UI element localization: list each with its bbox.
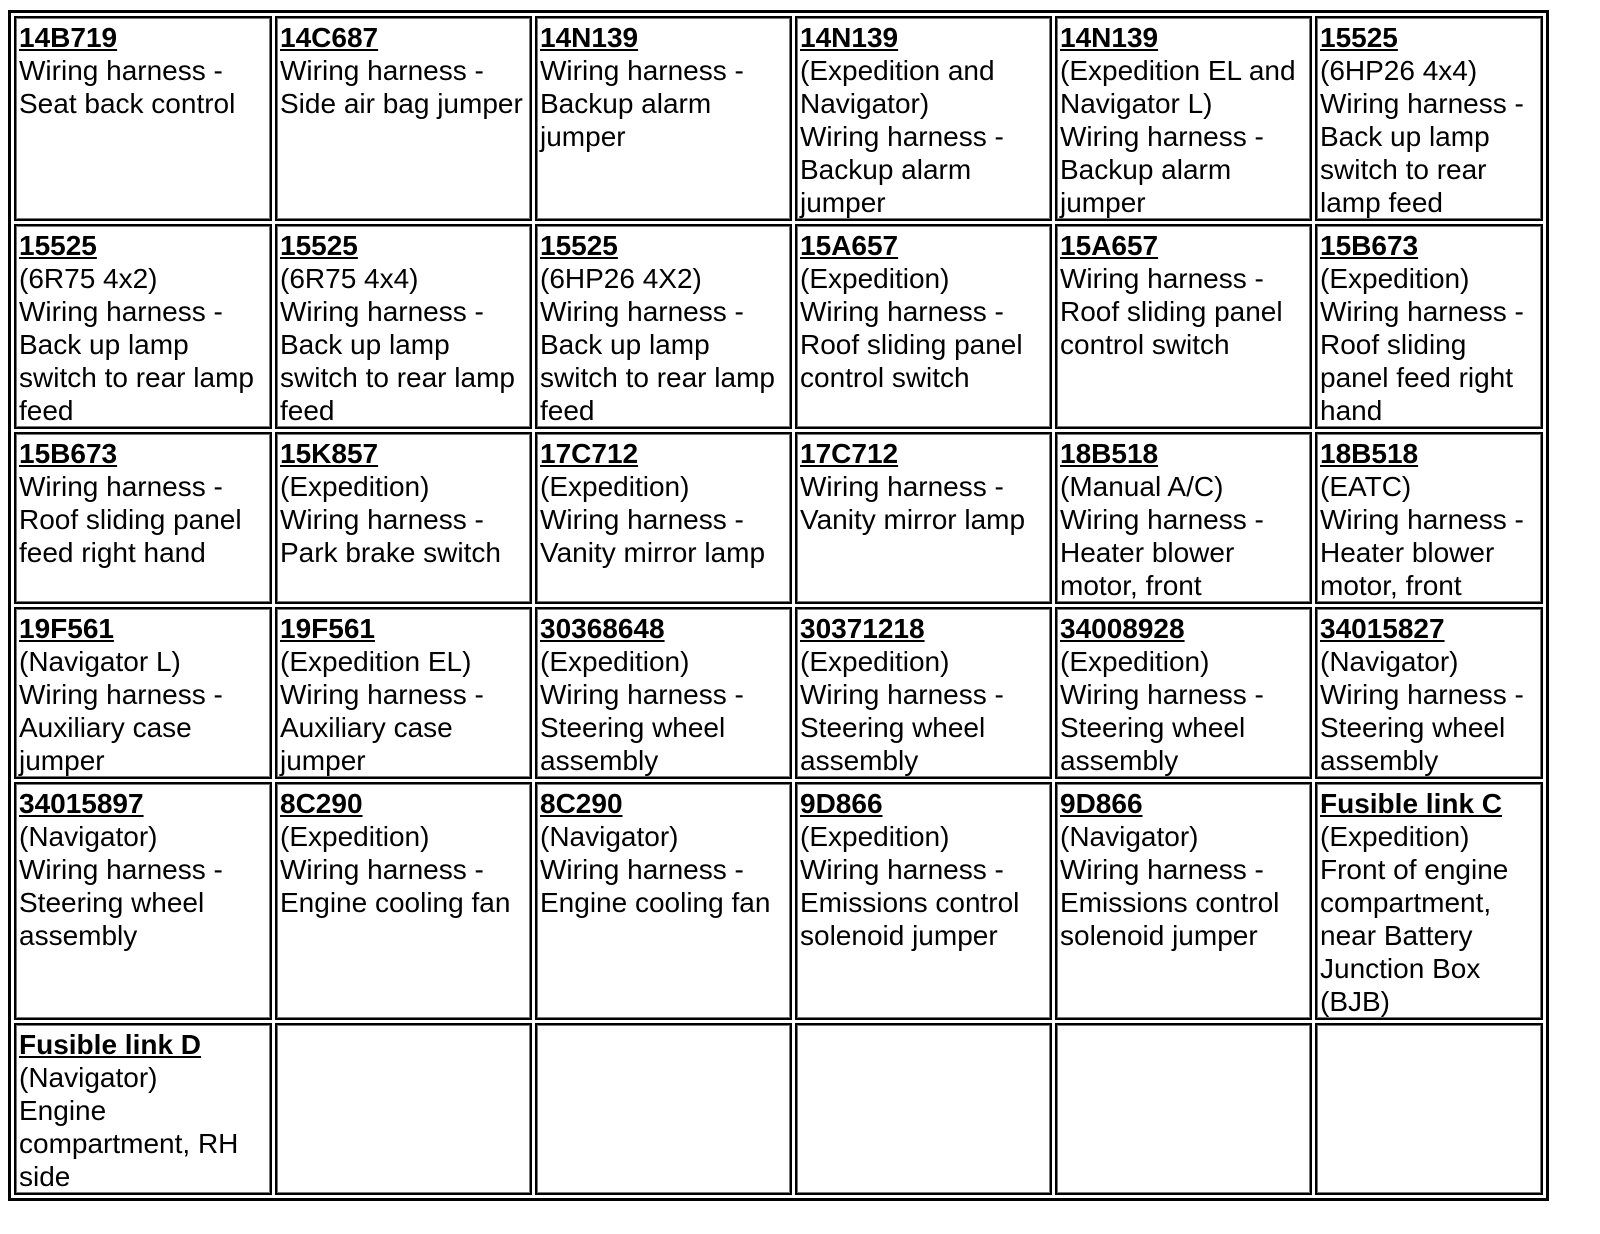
- connector-cell: [535, 224, 792, 429]
- empty-cell: [795, 1023, 1052, 1195]
- connector-description-line: Navigator L): [1060, 88, 1213, 119]
- table-row: [14, 16, 1543, 221]
- connector-description-line: Engine cooling fan: [540, 887, 771, 918]
- connector-code: 15525: [280, 230, 358, 261]
- connector-description-line: (6R75 4x2): [19, 263, 158, 294]
- connector-description-line: Wiring harness -: [280, 504, 484, 535]
- connector-description-line: Wiring harness -: [280, 55, 484, 86]
- connector-description-line: compartment, RH: [19, 1128, 239, 1159]
- empty-cell: [275, 1023, 532, 1195]
- connector-description-line: (Navigator): [19, 1062, 158, 1093]
- connector-code: 30371218: [800, 613, 925, 644]
- connector-description-line: switch to rear lamp: [19, 362, 254, 393]
- connector-description-line: assembly: [540, 745, 659, 776]
- connector-description-line: assembly: [1060, 745, 1179, 776]
- connector-table: [8, 10, 1549, 1201]
- connector-description-line: Park brake switch: [280, 537, 501, 568]
- connector-description-line: (Navigator L): [19, 646, 181, 677]
- connector-description-line: (Expedition EL): [280, 646, 472, 677]
- connector-description-line: (Expedition and: [800, 55, 995, 86]
- connector-cell: [1055, 782, 1312, 1020]
- connector-code: 15B673: [19, 438, 118, 469]
- connector-description-line: Roof sliding panel: [1060, 296, 1283, 327]
- connector-description-line: Heater blower: [1060, 537, 1235, 568]
- connector-cell: [535, 432, 792, 604]
- connector-description-line: jumper: [540, 121, 626, 152]
- connector-description-line: control switch: [1060, 329, 1230, 360]
- connector-description-line: (Expedition): [800, 263, 950, 294]
- connector-cell: [1055, 607, 1312, 779]
- connector-description-line: Roof sliding: [1320, 329, 1467, 360]
- connector-code: 15B673: [1320, 230, 1419, 261]
- connector-code: 19F561: [19, 613, 114, 644]
- connector-description-line: Steering wheel: [540, 712, 726, 743]
- connector-description-line: switch to rear lamp: [540, 362, 775, 393]
- connector-description-line: (Expedition): [540, 471, 690, 502]
- connector-description-line: Steering wheel: [800, 712, 986, 743]
- connector-code: 15525: [19, 230, 97, 261]
- connector-description-line: Emissions control: [1060, 887, 1280, 918]
- empty-cell: [1315, 1023, 1543, 1195]
- connector-code: 34015827: [1320, 613, 1445, 644]
- connector-description-line: Wiring harness -: [1060, 121, 1264, 152]
- connector-description-line: Steering wheel: [1320, 712, 1506, 743]
- connector-description-line: jumper: [800, 187, 886, 218]
- connector-code: 18B518: [1060, 438, 1159, 469]
- connector-cell: [795, 432, 1052, 604]
- connector-code: 14N139: [540, 22, 639, 53]
- connector-description-line: (6HP26 4x4): [1320, 55, 1478, 86]
- connector-description-line: Heater blower: [1320, 537, 1495, 568]
- table-row: [14, 782, 1543, 1020]
- connector-cell: [275, 16, 532, 221]
- connector-cell: [795, 782, 1052, 1020]
- connector-description-line: (Expedition): [1320, 821, 1470, 852]
- connector-cell: [14, 224, 272, 429]
- connector-description-line: Emissions control: [800, 887, 1020, 918]
- connector-description-line: Roof sliding panel: [19, 504, 242, 535]
- connector-description-line: feed: [280, 395, 335, 426]
- connector-description-line: assembly: [19, 920, 138, 951]
- connector-description-line: lamp feed: [1320, 187, 1443, 218]
- connector-cell: [1315, 224, 1543, 429]
- connector-description-line: switch to rear lamp: [280, 362, 515, 393]
- connector-code: 34008928: [1060, 613, 1185, 644]
- connector-code: 9D866: [1060, 788, 1143, 819]
- connector-cell: [795, 224, 1052, 429]
- connector-code: 17C712: [540, 438, 639, 469]
- connector-description-line: Back up lamp: [280, 329, 450, 360]
- connector-description-line: Auxiliary case: [280, 712, 453, 743]
- connector-cell: [275, 782, 532, 1020]
- connector-cell: [275, 224, 532, 429]
- connector-description-line: hand: [1320, 395, 1383, 426]
- connector-description-line: (6HP26 4X2): [540, 263, 702, 294]
- connector-code: 8C290: [280, 788, 363, 819]
- connector-description-line: Vanity mirror lamp: [800, 504, 1026, 535]
- connector-cell: [14, 16, 272, 221]
- empty-cell: [535, 1023, 792, 1195]
- connector-code: 14N139: [800, 22, 899, 53]
- connector-cell: [1055, 432, 1312, 604]
- connector-description-line: Wiring harness -: [1320, 88, 1524, 119]
- connector-description-line: jumper: [280, 745, 366, 776]
- connector-description-line: Vanity mirror lamp: [540, 537, 766, 568]
- connector-description-line: (Expedition): [1060, 646, 1210, 677]
- connector-description-line: (Expedition EL and: [1060, 55, 1296, 86]
- connector-description-line: panel feed right: [1320, 362, 1514, 393]
- connector-description-line: Wiring harness -: [800, 679, 1004, 710]
- connector-cell: [275, 432, 532, 604]
- connector-description-line: Wiring harness -: [280, 679, 484, 710]
- connector-description-line: jumper: [19, 745, 105, 776]
- connector-description-line: Wiring harness -: [540, 55, 744, 86]
- connector-code: 14N139: [1060, 22, 1159, 53]
- connector-description-line: feed: [19, 395, 74, 426]
- table-row: [14, 432, 1543, 604]
- connector-description-line: Wiring harness -: [19, 854, 223, 885]
- connector-description-line: motor, front: [1320, 570, 1462, 601]
- connector-description-line: Wiring harness -: [800, 296, 1004, 327]
- connector-code: 19F561: [280, 613, 375, 644]
- connector-cell: [275, 607, 532, 779]
- connector-cell: [1055, 16, 1312, 221]
- connector-description-line: Wiring harness -: [19, 296, 223, 327]
- empty-cell: [1055, 1023, 1312, 1195]
- connector-description-line: Wiring harness -: [1060, 854, 1264, 885]
- connector-description-line: (Expedition): [280, 471, 430, 502]
- connector-description-line: Wiring harness -: [19, 471, 223, 502]
- connector-description-line: Side air bag jumper: [280, 88, 523, 119]
- connector-description-line: (Navigator): [540, 821, 679, 852]
- connector-code: 34015897: [19, 788, 144, 819]
- connector-description-line: Wiring harness -: [19, 679, 223, 710]
- connector-description-line: Wiring harness -: [19, 55, 223, 86]
- connector-cell: [1055, 224, 1312, 429]
- connector-description-line: (EATC): [1320, 471, 1412, 502]
- connector-description-line: (Navigator): [19, 821, 158, 852]
- connector-code: 14B719: [19, 22, 118, 53]
- connector-description-line: (6R75 4x4): [280, 263, 419, 294]
- table-row: [14, 607, 1543, 779]
- connector-cell: [1315, 607, 1543, 779]
- connector-description-line: Wiring harness -: [540, 296, 744, 327]
- connector-description-line: (Expedition): [540, 646, 690, 677]
- connector-cell: [795, 16, 1052, 221]
- connector-description-line: switch to rear: [1320, 154, 1487, 185]
- connector-cell: [535, 16, 792, 221]
- connector-description-line: motor, front: [1060, 570, 1202, 601]
- connector-description-line: Wiring harness -: [1060, 679, 1264, 710]
- connector-cell: [14, 607, 272, 779]
- connector-description-line: Seat back control: [19, 88, 236, 119]
- connector-description-line: Back up lamp: [1320, 121, 1490, 152]
- connector-description-line: Back up lamp: [540, 329, 710, 360]
- connector-cell: [795, 607, 1052, 779]
- connector-description-line: (Expedition): [800, 646, 950, 677]
- connector-table-body: [14, 16, 1543, 1195]
- connector-description-line: Wiring harness -: [540, 679, 744, 710]
- connector-description-line: side: [19, 1161, 71, 1192]
- connector-description-line: Wiring harness -: [280, 296, 484, 327]
- connector-code: 9D866: [800, 788, 883, 819]
- connector-cell: [1315, 782, 1543, 1020]
- connector-code: 18B518: [1320, 438, 1419, 469]
- connector-description-line: feed right hand: [19, 537, 206, 568]
- connector-description-line: Wiring harness -: [1060, 263, 1264, 294]
- connector-description-line: Backup alarm: [800, 154, 972, 185]
- connector-code: 17C712: [800, 438, 899, 469]
- connector-cell: [1315, 432, 1543, 604]
- connector-code: 15525: [540, 230, 618, 261]
- connector-description-line: control switch: [800, 362, 970, 393]
- connector-description-line: Backup alarm: [540, 88, 712, 119]
- connector-description-line: Steering wheel: [19, 887, 205, 918]
- connector-description-line: solenoid jumper: [800, 920, 998, 951]
- connector-description-line: jumper: [1060, 187, 1146, 218]
- connector-cell: [535, 782, 792, 1020]
- connector-description-line: Backup alarm: [1060, 154, 1232, 185]
- connector-description-line: feed: [540, 395, 595, 426]
- connector-cell: [14, 782, 272, 1020]
- table-row: [14, 224, 1543, 429]
- connector-description-line: (Expedition): [800, 821, 950, 852]
- connector-description-line: Wiring harness -: [1320, 504, 1524, 535]
- connector-cell: [1315, 16, 1543, 221]
- connector-description-line: Wiring harness -: [800, 854, 1004, 885]
- connector-description-line: (Navigator): [1060, 821, 1199, 852]
- connector-description-line: Wiring harness -: [1320, 679, 1524, 710]
- connector-description-line: Engine: [19, 1095, 107, 1126]
- connector-description-line: Roof sliding panel: [800, 329, 1023, 360]
- connector-description-line: assembly: [800, 745, 919, 776]
- connector-code: 8C290: [540, 788, 623, 819]
- connector-description-line: (Expedition): [1320, 263, 1470, 294]
- connector-description-line: compartment,: [1320, 887, 1492, 918]
- connector-description-line: Wiring harness -: [800, 121, 1004, 152]
- connector-description-line: solenoid jumper: [1060, 920, 1258, 951]
- connector-code: 15A657: [1060, 230, 1159, 261]
- connector-description-line: Engine cooling fan: [280, 887, 511, 918]
- connector-description-line: Wiring harness -: [1320, 296, 1524, 327]
- connector-description-line: Junction Box: [1320, 953, 1481, 984]
- connector-description-line: Auxiliary case: [19, 712, 192, 743]
- connector-description-line: Wiring harness -: [540, 504, 744, 535]
- connector-description-line: Wiring harness -: [1060, 504, 1264, 535]
- connector-description-line: Wiring harness -: [800, 471, 1004, 502]
- connector-cell: [14, 432, 272, 604]
- connector-description-line: near Battery: [1320, 920, 1473, 951]
- connector-description-line: Front of engine: [1320, 854, 1509, 885]
- connector-description-line: assembly: [1320, 745, 1439, 776]
- connector-code: Fusible link C: [1320, 788, 1503, 819]
- connector-code: 14C687: [280, 22, 379, 53]
- connector-cell: [14, 1023, 272, 1195]
- connector-code: 30368648: [540, 613, 665, 644]
- connector-code: 15A657: [800, 230, 899, 261]
- table-row: [14, 1023, 1543, 1195]
- connector-code: Fusible link D: [19, 1029, 202, 1060]
- connector-description-line: (Expedition): [280, 821, 430, 852]
- connector-description-line: (BJB): [1320, 986, 1390, 1017]
- connector-description-line: Steering wheel: [1060, 712, 1246, 743]
- connector-description-line: Wiring harness -: [540, 854, 744, 885]
- connector-description-line: Back up lamp: [19, 329, 189, 360]
- connector-description-line: Wiring harness -: [280, 854, 484, 885]
- connector-code: 15525: [1320, 22, 1398, 53]
- connector-description-line: (Navigator): [1320, 646, 1459, 677]
- connector-cell: [535, 607, 792, 779]
- connector-code: 15K857: [280, 438, 379, 469]
- connector-description-line: (Manual A/C): [1060, 471, 1224, 502]
- connector-description-line: Navigator): [800, 88, 930, 119]
